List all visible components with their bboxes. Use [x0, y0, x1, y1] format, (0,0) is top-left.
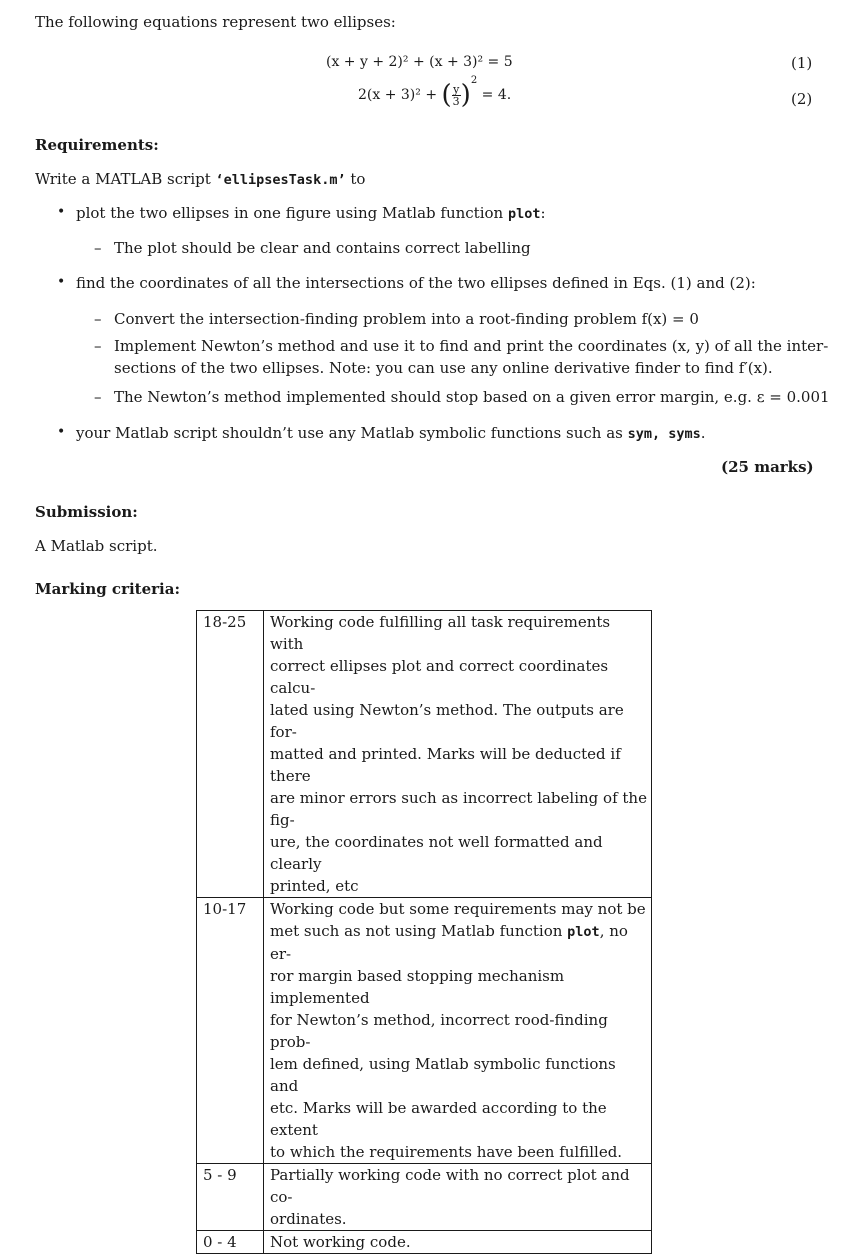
range-cell: 0 - 4: [197, 1231, 264, 1254]
requirements-heading: Requirements:: [35, 136, 159, 154]
description-cell: [264, 1231, 652, 1254]
dash-icon: –: [94, 310, 102, 328]
script-name: ‘ellipsesTask.m’: [215, 172, 346, 188]
row-line: Not working code.: [270, 1233, 411, 1251]
row-line: printed, etc: [270, 877, 359, 895]
row-line: etc. Marks will be awarded according to the extent: [270, 1099, 607, 1139]
intro-pre: Write a MATLAB script: [35, 170, 216, 188]
row-line-pre: met such as not using Matlab function: [270, 922, 568, 940]
bullet-icon: •: [57, 204, 66, 220]
row-line: ure, the coordinates not well formatted and clearly: [270, 833, 603, 873]
intro-text: The following equations represent two ellipses:: [35, 13, 396, 31]
row-line: Working code but some requirements may not be: [270, 900, 646, 918]
bullet-3: [76, 424, 706, 442]
row-line: matted and printed. Marks will be deducted if there: [270, 745, 621, 785]
sub-item-2b-line1: Implement Newton’s method and use it to find and print the coordinates (x, y) of all the inter-: [114, 337, 829, 355]
row-line: [270, 920, 647, 965]
marking-heading: Marking criteria:: [35, 580, 180, 598]
row-line: Working code fulfilling all task requirements with: [270, 613, 611, 653]
bullet-icon: •: [57, 424, 66, 440]
dash-icon: –: [94, 337, 102, 355]
range-cell: 18-25: [197, 611, 264, 898]
marking-criteria-table: [196, 610, 652, 1254]
bullet-1-code: plot: [507, 206, 541, 222]
row-line: are minor errors such as incorrect labeling of the fig-: [270, 789, 647, 829]
row-line-code: plot: [567, 924, 600, 940]
bullet-icon: •: [57, 274, 66, 290]
sub-item-1: The plot should be clear and contains correct labelling: [114, 239, 531, 257]
equation-1-number: (1): [791, 54, 813, 72]
marks-label: (25 marks): [721, 458, 814, 476]
dash-icon: –: [94, 239, 102, 257]
fraction: [452, 84, 461, 107]
row-line: correct ellipses plot and correct coordinates calcu-: [270, 657, 609, 697]
row-line: to which the requirements have been fulfilled.: [270, 1143, 623, 1161]
row-line: for Newton’s method, incorrect rood-finding prob-: [270, 1011, 608, 1051]
sub-item-2c: The Newton’s method implemented should stop based on a given error margin, e.g. ε = 0.001: [114, 388, 830, 406]
table-row: [197, 1231, 652, 1254]
description-cell: [264, 1164, 652, 1231]
fraction-denominator: 3: [452, 94, 460, 108]
sub-item-2b-line2: sections of the two ellipses. Note: you can use any online derivative finder to find f′(x).: [114, 359, 773, 377]
bullet-1-post: :: [540, 204, 546, 222]
bullet-3-pre: your Matlab script shouldn’t use any Matlab symbolic functions such as: [76, 424, 628, 442]
row-line: lated using Newton’s method. The outputs are for-: [270, 701, 624, 741]
sub-item-2a: Convert the intersection-finding problem into a root-finding problem f(x) = 0: [114, 310, 699, 328]
table-row: [197, 1164, 652, 1231]
equation-2-rhs: = 4.: [481, 87, 512, 103]
equation-2-lhs: 2(x + 3)² +: [358, 87, 438, 103]
bullet-3-post: .: [700, 424, 706, 442]
row-line: ordinates.: [270, 1210, 347, 1228]
submission-heading: Submission:: [35, 503, 138, 521]
submission-text: A Matlab script.: [35, 537, 158, 555]
bullet-3-code: sym, syms: [627, 426, 701, 442]
row-line: lem defined, using Matlab symbolic functions and: [270, 1055, 616, 1095]
bullet-2: find the coordinates of all the intersections of the two ellipses defined in Eqs. (1) and (2):: [76, 274, 756, 292]
bullet-1-pre: plot the two ellipses in one figure using Matlab function: [76, 204, 508, 222]
table-row: [197, 898, 652, 1164]
row-line-post: , no er-: [270, 922, 628, 963]
requirements-intro: [35, 170, 365, 188]
description-cell: [264, 611, 652, 898]
equation-1: (x + y + 2)² + (x + 3)² = 5: [326, 54, 513, 70]
paren-open: (: [441, 80, 452, 110]
range-cell: 10-17: [197, 898, 264, 1164]
description-cell: [264, 898, 652, 1164]
equation-2: [358, 75, 512, 110]
bullet-1: [76, 204, 546, 222]
exponent: 2: [470, 75, 478, 87]
equation-2-number: (2): [791, 90, 813, 108]
row-line: ror margin based stopping mechanism implemented: [270, 967, 565, 1007]
dash-icon: –: [94, 388, 102, 406]
fraction-numerator: y: [453, 82, 460, 96]
range-cell: 5 - 9: [197, 1164, 264, 1231]
paren-close: ): [460, 80, 471, 110]
row-line: Partially working code with no correct plot and co-: [270, 1166, 630, 1206]
intro-post: to: [345, 170, 366, 188]
table-row: [197, 611, 652, 898]
